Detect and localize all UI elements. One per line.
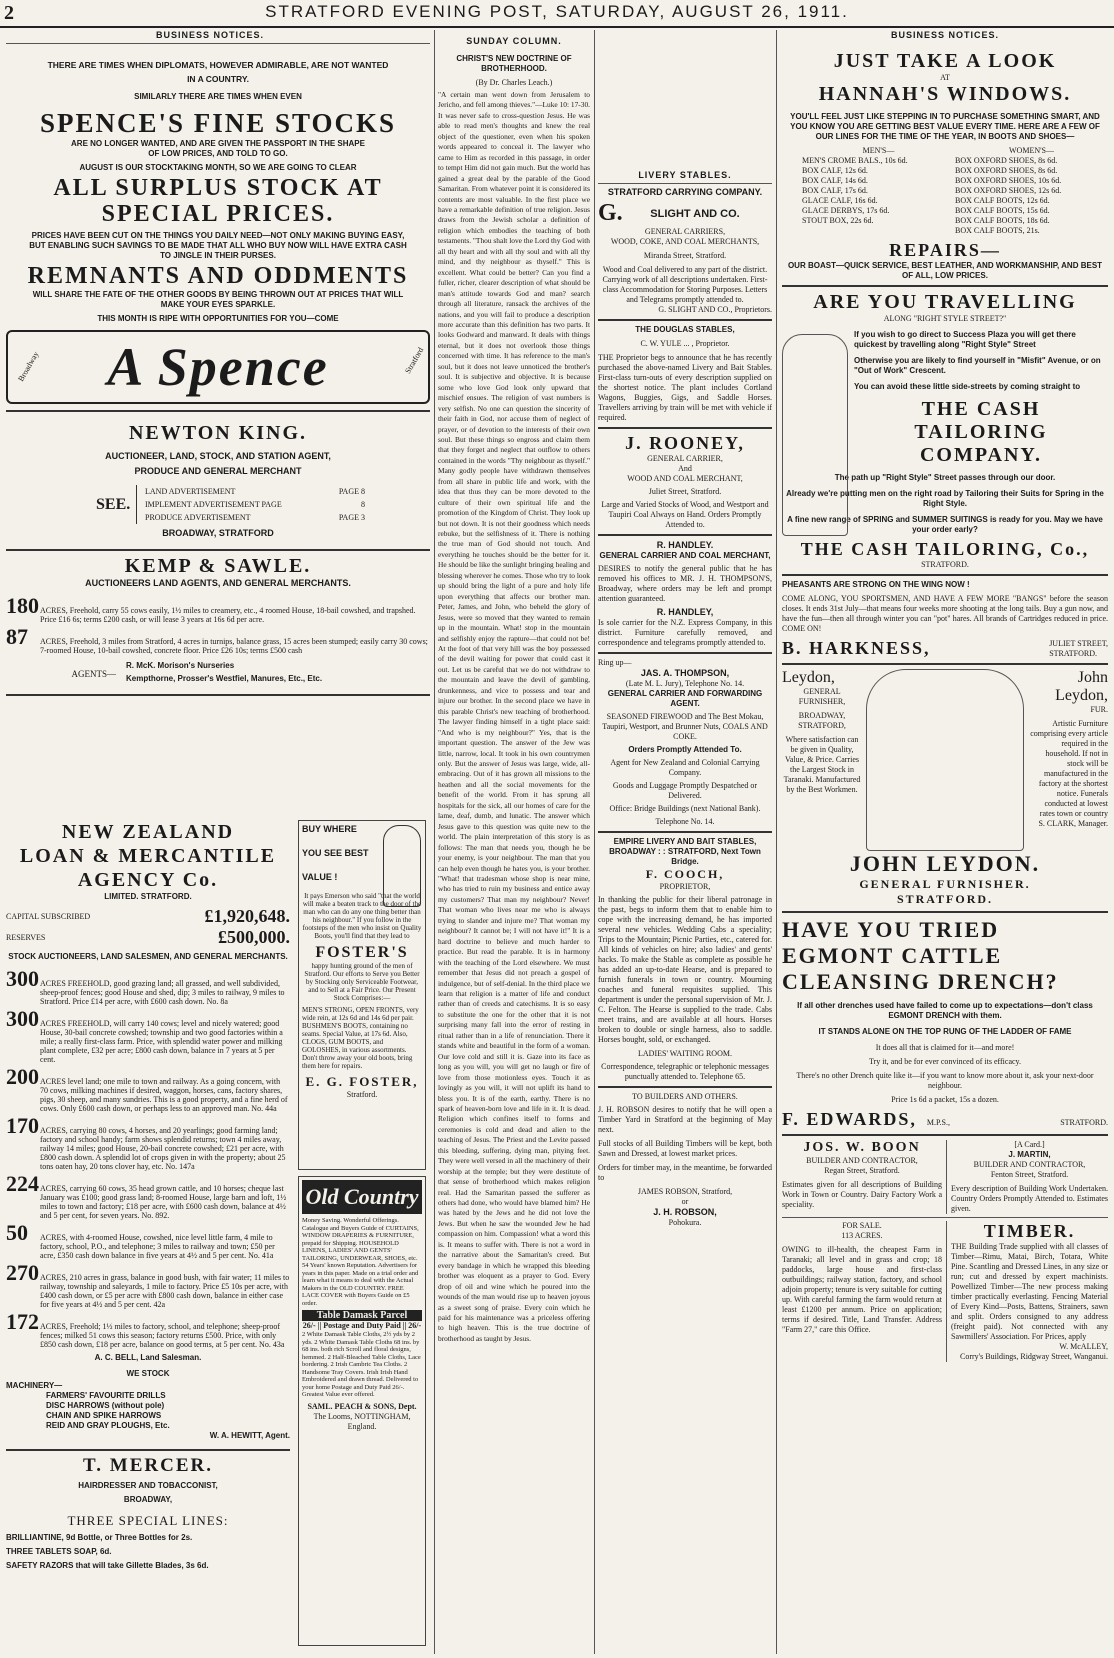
nz-item-acres: 300 xyxy=(6,1006,39,1031)
spence-headline-3: REMNANTS AND ODDMENTS xyxy=(27,263,409,289)
nz-loan-block: NEW ZEALAND LOAN & MERCANTILE AGENCY Co. LIMITED. STRATFORD. CAPITAL SUBSCRIBED £1,920,648. RESERVES £500,000. STOCK AUCTIONEERS, LAND SALESMEN, AND GENERAL MERCHANTS. 300 ACRES FREEHOLD, good grazing land; all grassed, and well subdivided, sheep-proof fences; good House and shed, dip; 3 miles to railway, 9 miles to Stratford. Price £14 per acre, with £600 cash down. No. 8a 300 ACRES FREEHOLD, will carry 140 cows; level and nicely watered; good House, 30-bail concrete cowshed; township and two good factories within a mile; a really first-class farm. Price, with splendid water power and milking plant complete, £32 per acre; £800 cash down, balance in 7 years at 5 per cent. 200 ACRES level land; one mile to town and railway. As a going concern, with 70 cows, milking machines if desired, waggon, horses, cans, factory shares, pigs, 30 sheep, and many sundries. This is a good property, and a fine herd of cows. Only £600 cash down, or perhaps less to an approved man. No. 44a 170 ACRES, carrying 80 cows, 4 horses, and 20 yearlings; good farming land; factory and school handy; farm shows splendid returns; town 4 miles away, railway 14 miles; good House, 20-bail concrete cowshed; £21 per acre, with £800 cash down. A splendid lot of crops given in with the property; about 25 tons oaten hay, 20 tons clover hay, etc. No. 147a 224 ACRES, carrying 60 cows, 35 head grown cattle, and 10 horses; cheque last January was £100; good grass land; 8-roomed House, large barn and loft, 1½ miles to town and factory; £18 per acre, with £600 cash down, balance at 4½ and 5 per cent, for seven years. No. 892. 50 ACRES, with 4-roomed House, cowshed, nice level little farm, 4 mile to factory, school, P.O., and telephone; 3 miles to railway and town; £50 per acre, £350 cash down balance in five years at 4½ and 5 per cent. No. 41a 270 ACRES, 210 acres in grass, balance in good bush, with fair water; 11 miles to railway, township and saleyards, 1 mile to factory. Price £5 10s per acre, with £400 cash down, or £5 per acre with £800 cash down, balance in either case for five years at 4½ and 5 per cent. 42a 172 ACRES, Freehold; 1½ miles to factory, school, and telephone; sheep-proof fences; milked 51 cows this season; factory returns £500. Price, with only £850 cash down, £18 per acre, balance on good terms, at 5 per cent. No. 43a A. C. BELL, Land Salesman. WE STOCK MACHINERY— FARMERS' FAVOURITE DRILLS DISC HARROWS (without pole) CHAIN AND SPIKE HARROWS REID AND GRAY PLOUGHS, Etc. W. A. HEWITT, Agent. T. MERCER. HAIRDRESSER AND TOBACCONIST, BROADWAY, THREE SPECIAL LINES: BRILLIANTINE, 9d Bottle, or Three Bottles for 2s. THREE TABLETS SOAP, 6d. SAFETY RAZORS that will take Gillette Blades, 3s 6d. xyxy=(6,821,290,1570)
womens-shoe-item: BOX OXFORD SHOES, 12s 6d. xyxy=(955,186,1062,195)
page-number: 2 xyxy=(4,2,14,24)
newton-row: PRODUCE ADVERTISEMENT PAGE 3 xyxy=(145,513,365,522)
womens-shoe-item: BOX CALF BOOTS, 15s 6d. xyxy=(955,206,1050,215)
newton-rows xyxy=(136,485,365,524)
nz-item-acres: 50 xyxy=(6,1220,28,1245)
sunday-body: "A certain man went down from Jerusalem to Jericho, and fell among thieves."—Luke 10: 17-30. It was never safe to cross-question Jesus. He was able to read men's thoughts and knew the real object of the questioner, even when his spoken words appeared to conceal it. The lawyer who came to Him as recorded in this passage, in order to tempt Him did not gain much. But the world has gained a great deal by the parable of the Good Samaritan. From whatever point it is considered its contents are most valuable. In the first place we have a remarkable definition of true religion. Jesus draws from the Jewish scholar a definition of religion which embodies the teaching of both testaments. "Thou shalt love the Lord thy God with all thy heart and with all thy soul and with all thy mind, and thy neighbour as thyself." This is excellent. What could be better? Can you find a fuller, richer, clearer description of what should be man's attitude towards God and man? search through all literature, ransack the archives of the nations, and you will fail to produce a description more accurate than this definition has two parts. It looks Godward and manward. It deals with things eternal, but it does not overlook those things concerned with time. It has reference to the man's soul, but it does not leave unnoticed the brother's soul. It is subjective and objective. It is because some who love God look only upward that mischief ensues. The religion of vast numbers is very selfish. No one can question the sincerity of their faith in God, nor accuse them of neglect of prayer, or of devotion to the interests of their own soul. But these things so engross and claim them that they forget and neglect that outflow to others contained in the words "Thy neighbour as thyself." Many godly people have withdrawn themselves from all share in public life and work, with the idea that thus they can be more devoted to the culture of their own spiritual life and the promotion of the Kingdom of Christ. They look up but not down. It is not their goodness which needs rebuke, but the selfishness of it. There is nothing the true man of God should not touch. And everything he touches should be the better for it. He should be like the sunlight bringing healing and blessing wherever he comes. Those who try to look up should bring the light of a pure and holy life upon everything that affects our brother man. Peter, James, and John, who beheld the glory of Jesus, were so moved that they wanted to remain up in the mountain. What! stop in the mountain and selfishly enjoy the rapture—that could not be! At the foot of that very hill was the boy possessed of the devil waiting for power that could cast it out. Let us be careful that we do not withdraw to the mountain and leave the devil of gambling, drunkenness, and vice to possess and tear and injure our brother. In the second place we have in this parable Christ's new teaching of brotherhood. The lawyer finding himself in a tight place said: "And who is my neighbour?" Yes, that is the important question. The answer of the Jew was little, narrow, local. It took in his own countrymen only. But the answer of Jesus was large, wide, all-embracing. Out of it has grown all missions to the heathen and all the social movements for the benefit of the world. From it has sprung all hospitals for the sick, all our homes of care for the lame, deaf, dumb, and lunatic. The answer which Jesus gave to this question was quite new to the world. The plain interpretation of this story is as follows: The man that needs you, though he be your enemy, is your neighbour. The man that you can help even though he hates you, is your brother. "What! that tradesman whose shop is near mine, who has tried to ruin my business and entice away my customers? That man my neighbour? Never! That woman who lives near me who is always trying to slander and injure me? That woman my neighbour? It cannot be; I will not have it!" It is a hard doctrine to believe and much harder to practice. But read the parable. It is in harmony with the teaching of the Lord elsewhere. We must remember that Jesus did not preach a gospel of indulgence, but of self-denial. In the third place we learn that religion is a matter of life and conduct rather than of creeds and catechisms. It is so easy to substitute the one for the other that it is not surprising many fall into the error of resting in ritual rather than in a life of renunciation. There it stands white and beautiful in the form of a woman. Our love cold and still it is. Gaze into its face as long as you will, you will get no laugh or fire of love from those motionless eyes. Touch it as lovingly as you will, it will not uplift its hand to bless you. It is of the earth, earthy. There is no spark of heaven-born love and life in it. It is dead. Religion which confines itself to forms and ceremonies is cold and dead and alien to the teaching of Jesus. The Priest and the Levite passed this bleeding, suffering, dying man, pitying feet. They were well versed in all the machinery of their worship at the temple; but they were destitute of that sense of brotherhood which makes religion real. Had the Samaritan passed the sufferer as others had done, who would have blamed him? He was hated by the Jews and he did not love the Jews. But when he saw the wounded Jew he had compassion on him. Compassion! what a word this is. It means to suffer with. There is not a word in the narrative about the Samaritan's creed. But every bandage in which he wrapped this bleeding brother was eloquent as a prayer to God. Every drop of oil and wine which he poured into the wounds of the man would rise up to heaven joyous as a sweet song of praise. Every coin which he paid for his maintenance was a priceless offering to high heaven. This is the true doctrine of brotherhood as taught by Jesus. xyxy=(438,90,590,1343)
spence-logo-left-scroll: Broadway xyxy=(16,350,41,383)
nz-item-text: ACRES, 210 acres in grass, balance in good bush, with fair water; 11 miles to railway, township and saleyards, 1 mile to factory. Price £5 10s per acre, with £400 cash down, or £5 per acre with £800 cash down, balance in either case for five years at 4½ and 5 per cent. 42a xyxy=(40,1273,290,1309)
newton-address: BROADWAY, STRATFORD xyxy=(162,528,274,538)
mens-shoe-item: BOX CALF, 17s 6d. xyxy=(802,186,868,195)
nz-item xyxy=(6,1309,290,1349)
spence-logo-text: A Spence xyxy=(107,337,329,397)
newton-sub1: AUCTIONEER, LAND, STOCK, AND STATION AGENT, xyxy=(105,451,331,461)
nz-item xyxy=(6,1006,290,1064)
newton-row: LAND ADVERTISEMENT PAGE 8 xyxy=(145,487,365,496)
nz-item-text: ACRES FREEHOLD, will carry 140 cows; level and nicely watered; good House, 30-bail concrete cowshed; township and two good factories within a mile; a really first-class farm. Price, with splendid water power and milking plant complete, £32 per acre; £800 cash down, balance in 7 years at 5 per cent. xyxy=(40,1019,283,1064)
nz-item xyxy=(6,1113,290,1171)
column-4: BUSINESS NOTICES. JUST TAKE A LOOK AT HANNAH'S WINDOWS. YOU'LL FEEL JUST LIKE STEPPING IN TO PURCHASE SOMETHING SMART, AND YOU KNOW YOU ARE GETTING BEST VALUE EVERY TIME. HERE ARE A FEW OF OUR LINES FOR THE TIME OF THE YEAR, IN BOOTS AND SHOES— MEN'S— MEN'S CROME BALS., 10s 6d. BOX CALF, 12s 6d. BOX CALF, 14s 6d. BOX CALF, 17s 6d. GLACE CALF, 16s 6d. GLACE DERBYS, 17s 6d. STOUT BOX, 22s 6d. WOMEN'S— BOX OXFORD SHOES, 8s 6d. BOX OXFORD SHOES, 8s 6d. BOX OXFORD SHOES, 10s 6d. BOX OXFORD SHOES, 12s 6d. BOX CALF BOOTS, 12s 6d. BOX CALF BOOTS, 15s 6d. BOX CALF BOOTS, 18s 6d. BOX CALF BOOTS, 21s. REPAIRS— OUR BOAST—QUICK SERVICE, BEST LEATHER, AND WORKMANSHIP, AND BEST OF ALL, LOW PRICES. ARE YOU TRAVELLING ALONG "RIGHT STYLE STREET?" If you wish to go direct to Success Plaza you will get there quickest by travelling along "Right Style" Street Otherwise you are likely to find yourself in "Misfit" Avenue, or on "Out of Work" Crescent. You can avoid these little side-streets by coming straight to THE CASH TAILORING COMPANY. The path up "Right Style" Street passes through our door. Already we're putting men on the right road by Tailoring their Suits for Spring in the Right Style. A fine new range of SPRING and SUMMER SUITINGS is ready for you. May we have your order early? THE CASH TAILORING, Co., STRATFORD. PHEASANTS ARE STRONG ON THE WING NOW ! COME ALONG, YOU SPORTSMEN, AND HAVE A FEW MORE "BANGS" before the season closes. It ends 31st July—that means four weeks more shooting at the long tails. Buy a gun now, and have the fun—then all through winter you can "pot" hares. All brands of Cartridges reduced in price. COME ON! B. HARKNESS, JULIET STREET, STRATFORD. Leydon, GENERAL FURNISHER, BROADWAY, STRATFORD, Where satisfaction can be given in Quality, Value, & Price. Carries the Largest Stock in Taranaki. Manufactured by the Best Workmen. John Leydon, FUR. Artistic Furniture comprising every article required in the household. If not in stock will be manufactured in the factory at the shortest notice. Funerals conducted at lowest rates town or country S. CLARK, Manager. JOHN LEYDON. GENERAL FURNISHER. STRATFORD. HAVE YOU TRIED EGMONT CATTLE CLEANSING DRENCH? If all other drenches used have failed to come up to expectations—don't class EGMONT DRENCH with them. IT STANDS ALONE ON THE TOP RUNG OF THE LADDER OF FAME It does all that is claimed for it—and more! Try it, and be for ever convinced of its efficacy. There's no other Drench quite like it—if you want to know more about it, ask your next-door neighbour. Price 1s 6d a packet, 15s a dozen. F. EDWARDS, M.P.S., STRATFORD. JOS. W. BOON BUILDER AND CONTRACTOR, Regan Street, Stratford. Estimates given for all descriptions of Building Work in Town or Country. Dairy Factory Work a speciality. [A Card.] J. MARTIN, BUILDER AND CONTRACTOR, Fenton Street, Stratford. Every description of Building Work Undertaken. Country Orders Promptly Attended to. Estimates given. FOR SALE. 113 ACRES. OWING to ill-health, the cheapest Farm in Taranaki; all level and in grass and crop; 18 paddocks, large house and first-class outbuildings; railway station, factory, and school adjoin property; tenure is very suitable for cutting up. With careful farming the farm would return at least £1200 per annum. Price on application; terms if desired. Title, Land Transfer. Address "Farm 27," care this Office. TIMBER. THE Building Trade supplied with all classes of Timber—Rimu, Matai, Birch, Totara, White Pine. Scantling and Dressed Lines, in any size or run; cut and dressed by expert machinists. Powellized Timber—The new process making timber practically everlasting. Fencing Material of Every Kind—Posts, Battens, Strainers, sawn and split. Orders consigned to any address (freight paid). Not connected with any Sawmillers' Association. For Prices, apply W. McALLEY, Corry's Buildings, Ridgway Street, Wanganui. xyxy=(782,30,1108,1361)
fosters-ad: BUY WHERE YOU SEE BEST VALUE ! It pays Emerson who said "that the world will make a beaten track to the door of the man who can do any one thing better than his neighbour." If you follow in the footsteps of the men who insist on Quality Boots, you'll find that they lead to FOSTER'S happy hunting ground of the men of Stratford. Our efforts to Serve you Better by Stocking only Serviceable Footwear, and to Sell at a Fair Price. Our Present Stock Comprises:— MEN'S STRONG, OPEN FRONTS, very wide rein, at 12s 6d and 14s 6d per pair. BUSHMEN'S BOOTS, containing no seams. Special Value, at 17s 6d. Also, CLOGS, GUM BOOTS, and GOLOSHES, in various assortments. Don't throw away your old boots, bring them here for repairs. E. G. FOSTER, Stratford. xyxy=(298,820,426,1170)
column-rule xyxy=(594,30,595,1654)
gentleman-figure-icon xyxy=(782,334,848,536)
mens-shoe-item: STOUT BOX, 22s 6d. xyxy=(802,216,874,225)
mens-shoe-item: BOX CALF, 14s 6d. xyxy=(802,176,868,185)
nz-capital: CAPITAL SUBSCRIBED £1,920,648. xyxy=(6,906,290,926)
column-rule xyxy=(776,30,777,1654)
column-rule xyxy=(434,30,435,1654)
nz-item-text: ACRES, carrying 60 cows, 35 head grown cattle, and 10 horses; cheque last January was £100; good grass land; 8-roomed House, large barn and loft, 1½ miles to town and factory; £18 per acre, with £600 cash down, balance at 4½ and 5 per cent, for seven years. No. 892. xyxy=(40,1184,287,1220)
nz-title-3: AGENCY Co. xyxy=(77,869,219,891)
nz-items xyxy=(6,966,290,1349)
nz-item-acres: 270 xyxy=(6,1260,39,1285)
nz-item-acres: 300 xyxy=(6,966,39,991)
nz-title-1: NEW ZEALAND xyxy=(61,821,235,843)
nz-item xyxy=(6,966,290,1006)
womens-shoe-item: BOX CALF BOOTS, 12s 6d. xyxy=(955,196,1050,205)
spence-intro1: THERE ARE TIMES WHEN DIPLOMATS, HOWEVER ADMIRABLE, ARE NOT WANTED IN A COUNTRY. xyxy=(47,60,389,84)
spence-intro7: THIS MONTH IS RIPE WITH OPPORTUNITIES FOR YOU—COME xyxy=(97,314,339,323)
nz-item-text: ACRES, with 4-roomed House, cowshed, nice level little farm, 4 mile to factory, school, P.O., and telephone; 3 miles to railway and town; £50 per acre, £350 cash down balance in five years at 4½ and 5 per cent. No. 41a xyxy=(40,1233,275,1260)
mens-shoe-item: MEN'S CROME BALS., 10s 6d. xyxy=(802,156,908,165)
nz-title-2: LOAN & MERCANTILE xyxy=(19,845,277,867)
womens-shoe-item: BOX CALF BOOTS, 21s. xyxy=(955,226,1040,235)
nz-item-text: ACRES, carrying 80 cows, 4 horses, and 20 yearlings; good farming land; factory and school handy; farm shows splendid returns; town 4 miles away, railway 14 miles; good House, 20-bail concrete cowshed; £21 per acre, with £800 cash down. A splendid lot of crops given in with the property; about 25 tons oaten hay, 20 tons clover hay, etc. No. 147a xyxy=(40,1126,286,1171)
spence-intro5: PRICES HAVE BEEN CUT ON THE THINGS YOU DAILY NEED—NOT ONLY MAKING BUYING EASY, BUT ENABLING SUCH SAVINGS TO BE MADE THAT ALL WHO BUY NOW WILL HAVE EXTRA CASH TO JINGLE IN THEIR PURSES. xyxy=(29,231,407,260)
kemp-sub: AUCTIONEERS LAND AGENTS, AND GENERAL MERCHANTS. xyxy=(85,578,351,588)
sunday-column: SUNDAY COLUMN. CHRIST'S NEW DOCTRINE OF BROTHERHOOD. (By Dr. Charles Leach.) "A certain man went down from Jerusalem to Jericho, and fell among thieves."—Luke 10: 17-30. It was never safe to cross-question Jesus. He was able to read men's thoughts and knew the real object of the questioner, even when his spoken words appeared to conceal it. The lawyer who came to Him as recorded in this passage, in order to tempt Him did not gain much. But the world has gained a great deal by the parable of the Good Samaritan. From whatever point it is considered its contents are most valuable. In the first place we have a remarkable definition of true religion. Jesus draws from the Jewish scholar a definition of religion which embodies the teaching of both testaments. "Thou shalt love the Lord thy God with all thy heart and with all thy soul and with all thy mind, and thy neighbour as thyself." This is excellent. What could be better? Can you find a fuller, richer, clearer description of what should be man's attitude towards God and man? search through all literature, ransack the archives of the nations, and you will fail to produce a description more accurate than this definition has two parts. It looks Godward and manward. It deals with things eternal, but it does not overlook those things concerned with time. It has reference to the man's soul, but it does not leave unnoticed the brother's soul. It is subjective and objective. It is because some who love God look only upward that mischief ensues. The religion of vast numbers is very selfish. No one can question the sincerity of their faith in God, nor accuse them of neglect of prayer, or of devotion to the interests of their own soul. But these things so engross and claim them that they forget and neglect that outflow to others contained in the words "Thy neighbour as thyself." Many godly people have withdrawn themselves from all share in public life and work, with the idea that thus they can be more devoted to the culture of their own spiritual life and the promotion of the Kingdom of Christ. They look up but not down. It is not their goodness which needs rebuke, but the selfishness of it. There is nothing the true man of God should not touch. And everything he touches should be the better for it. He should be like the sunlight bringing healing and blessing wherever he comes. Those who try to look up should bring the light of a pure and holy life upon everything that affects our brother man. Peter, James, and John, who beheld the glory of Jesus, were so moved that they wanted to remain up in the mountain. What! stop in the mountain and selfishly enjoy the rapture—that could not be! At the foot of that very hill was the boy possessed of the devil waiting for power that could cast it out. Let us be careful that we do not withdraw to the mountain and leave the devil of gambling, drunkenness, and vice to possess and tear and injure our brother. In the second place we have in this parable Christ's new teaching of brotherhood. The lawyer finding himself in a tight place said: "And who is my neighbour?" Yes, that is the important question. The answer of the Jew was little, narrow, local. It took in his own countrymen only. But the answer of Jesus was large, wide, all-embracing. Out of it has grown all missions to the heathen and all the social movements for the benefit of the world. From it has sprung all hospitals for the sick, all our homes of care for the lame, deaf, dumb, and lunatic. The answer which Jesus gave to this question was quite new to the world. The plain interpretation of this story is as follows: The man that needs you, though he be your enemy, is your neighbour. The man that you can help even though he hates you, is your brother. "What! that tradesman whose shop is near mine, who has tried to ruin my business and entice away my customers? That man my neighbour? Never! That woman who lives near me who is always trying to slander and injure me? That woman my neighbour? It cannot be; I will not have it!" It is a hard doctrine to believe and much harder to practice. But read the parable. It is in harmony with the teaching of the Lord elsewhere. We must remember that Jesus did not preach a gospel of indulgence, but of self-denial. In the third place we learn that religion is a matter of life and conduct rather than of creeds and catechisms. It is so easy to substitute the one for the other that it is not surprising many fall into the error of resting in ritual rather than in a life of renunciation. There it stands white and beautiful in the form of a woman. Our love cold and still it is. Gaze into its face as long as you will, you will get no laugh or fire of love from those motionless eyes. Touch it as lovingly as you will, it will not uplift its hand to bless you. It is of the earth, earthy. There is no spark of heaven-born love and life in it. It is dead. Religion which confines itself to forms and ceremonies is cold and dead and alien to the teaching of Jesus. The Priest and the Levite passed this bleeding, suffering, dying man, pitying feet. They were well versed in all the machinery of their worship at the temple; but they were destitute of that sense of brotherhood which makes religion real. Had the Samaritan passed the sufferer as others had done, who would have blamed him? He was hated by the Jews and he did not love the Jews. But when he saw the wounded Jew he had compassion on him. Compassion! what a word this is. It means to suffer with. There is not a word in the narrative about the Samaritan's creed. But every bandage in which he wrapped this bleeding brother was eloquent as a prayer to God. Every drop of oil and wine which he poured into the wounds of the man would rise up to heaven joyous as a sweet song of praise. Every coin which he paid for his maintenance was a priceless offering to high heaven. This is the true doctrine of brotherhood as taught by Jesus. xyxy=(438,36,590,1343)
kemp-title: KEMP & SAWLE. xyxy=(124,555,312,577)
newton-see: SEE. xyxy=(96,495,131,513)
newton-row: IMPLEMENT ADVERTISEMENT PAGE 8 xyxy=(145,500,365,509)
kemp-agents: AGENTS— R. McK. Morison's Nurseries Kempthorne, Prosser's Westfiel, Manures, Etc., Etc. xyxy=(71,661,323,683)
spence-intro4: AUGUST IS OUR STOCKTAKING MONTH, SO WE ARE GOING TO CLEAR xyxy=(79,163,357,172)
nz-item-text: ACRES, Freehold; 1½ miles to factory, school, and telephone; sheep-proof fences; milked 51 cows this season; factory returns £500. Price, with only £850 cash down, £18 per acre, balance on good terms, at 5 per cent. No. 43a xyxy=(40,1322,285,1349)
man-portrait-icon xyxy=(383,825,421,907)
machinery-list: FARMERS' FAVOURITE DRILLS DISC HARROWS (without pole) CHAIN AND SPIKE HARROWS REID AND GRAY PLOUGHS, Etc. xyxy=(46,1391,170,1430)
kemp-item: 87 ACRES, Freehold, 3 miles from Stratford, 4 acres in turnips, balance grass, 15 acres been stumped; easily carry 30 cows; 7-roomed House, 10-bail cowshed, concrete floor. Price £26 10s; terms £500 cash xyxy=(6,624,428,655)
nz-item-acres: 172 xyxy=(6,1309,39,1334)
newton-see-block xyxy=(96,485,430,524)
livery-column: LIVERY STABLES. STRATFORD CARRYING COMPANY. G. SLIGHT AND CO. GENERAL CARRIERS, WOOD, COKE, AND COAL MERCHANTS, Miranda Street, Stratford. Wood and Coal delivered to any part of the district. Carrying work of all descriptions undertaken. First-class Accommodation for Storing Purposes. Letters and Telegrams promptly attended to. G. SLIGHT AND CO., Proprietors. THE DOUGLAS STABLES, C. W. YULE ... , Proprietor. THE Proprietor begs to announce that he has recently purchased the above-named Livery and Bait Stables. First-class turn-outs of every description supplied on the shortest notice. The plant includes Cortland Wagons, Buggies, Gigs, and Saddle Horses. Travellers arriving by train will be met with vehicle if required. J. ROONEY, GENERAL CARRIER, And WOOD AND COAL MERCHANT, Juliet Street, Stratford. Large and Varied Stocks of Wood, and Westport and Taupiri Coal Always on Hand. Orders Promptly Attended to. R. HANDLEY. GENERAL CARRIER AND COAL MERCHANT, DESIRES to notify the general public that he has removed his offices to MR. J. H. THOMPSON'S, Broadway, where orders may be left and prompt attention guaranteed. R. HANDLEY, Is sole carrier for the N.Z. Express Company, in this district. Furniture carefully removed, and correspondence and telegrams promptly attended to. Ring up— JAS. A. THOMPSON, (Late M. L. Jury), Telephone No. 14. GENERAL CARRIER AND FORWARDING AGENT. SEASONED FIREWOOD and The Best Mokau, Taupiri, Westport, and Brunner Nuts, COALS AND COKE. Orders Promptly Attended To. Agent for New Zealand and Colonial Carrying Company. Goods and Luggage Promptly Despatched or Delivered. Office: Bridge Buildings (next National Bank). Telephone No. 14. EMPIRE LIVERY AND BAIT STABLES, BROADWAY : : STRATFORD, Next Town Bridge. F. COOCH, PROPRIETOR, In thanking the public for their liberal patronage in the past, begs to inform them that to enable him to cope with the increasing demand, he has imported several new vehicles. Wedding Cabs a speciality; Trips to the Mountain; Picnic Parties, etc., catered for. All kinds of vehicles on hire; also ladies' and gents' hacks. To make the Stable as complete as possible he has added an up-to-date Hearse, and is prepared to furnish funerals in town or country. Mourning coaches and funeral requisites supplied. This department is under the personal supervision of Mr. J. C. Felton. The Hearse is supplied to the trade. Cabs meet trains, and are available at all hours. Horses broken to double or single harness, also to saddle. Horses bought, sold, or exchanged. LADIES' WAITING ROOM. Correspondence, telegraphic or telephonic messages punctually attended to. Telephone 65. TO BUILDERS AND OTHERS. J. H. ROBSON desires to notify that he will open a Timber Yard in Stratford at the beginning of May next. Full stocks of all Building Timbers will be kept, both Sawn and Dressed, at lowest market prices. Orders for timber may, in the meantime, be forwarded to JAMES ROBSON, Stratford, or J. H. ROBSON, Pohokura. xyxy=(598,170,772,1227)
nz-item xyxy=(6,1064,290,1113)
newton-sub2: PRODUCE AND GENERAL MERCHANT xyxy=(134,466,302,476)
nz-item-text: ACRES FREEHOLD, good grazing land; all grassed, and well subdivided, sheep-proof fences; good House and shed, dip; 3 miles to railway, 9 miles to Stratford. Price £14 per acre, with £600 cash down. No. 8a xyxy=(40,979,285,1006)
nz-item-text: ACRES level land; one mile to town and railway. As a going concern, with 70 cows, milking machines if desired, waggon, horses, cans, factory shares, pigs, 30 sheep, and many sundries. This is a good property, and a fine herd of cows. Only £600 cash down, or perhaps less to an approved man. No. 44a xyxy=(40,1077,288,1113)
spence-intro6: WILL SHARE THE FATE OF THE OTHER GOODS BY BEING THROWN OUT AT PRICES THAT WILL MAKE YOUR EYES SPARKLE. xyxy=(32,290,404,309)
nz-item-acres: 200 xyxy=(6,1064,39,1089)
column-1 xyxy=(6,30,430,1654)
newton-title: NEWTON KING. xyxy=(128,422,308,444)
nz-item xyxy=(6,1171,290,1220)
nz-item xyxy=(6,1260,290,1309)
mens-shoe-item: GLACE CALF, 16s 6d. xyxy=(802,196,878,205)
spence-logo-right-scroll: Stratford xyxy=(402,345,425,376)
nz-item-acres: 224 xyxy=(6,1171,39,1196)
womens-shoe-item: BOX OXFORD SHOES, 8s 6d. xyxy=(955,156,1058,165)
nz-reserves: RESERVES £500,000. xyxy=(6,927,290,947)
kemp-item: 180 ACRES, Freehold, carry 55 cows easily, 1½ miles to creamery, etc., 4 roomed House, 18-bail cowshed, and trapshed. Price £16 6s; terms £200 cash, or will lease 3 years at 16s 6d per acre. xyxy=(6,593,416,624)
spence-headline-2: ALL SURPLUS STOCK AT SPECIAL PRICES. xyxy=(53,175,383,227)
portrait-icon xyxy=(866,669,1024,851)
womens-shoe-item: BOX CALF BOOTS, 18s 6d. xyxy=(955,216,1050,225)
spence-intro2: SIMILARLY THERE ARE TIMES WHEN EVEN xyxy=(134,92,302,101)
nz-item-acres: 170 xyxy=(6,1113,39,1138)
mens-shoe-item: GLACE DERBYS, 17s 6d. xyxy=(802,206,890,215)
womens-shoe-item: BOX OXFORD SHOES, 8s 6d. xyxy=(955,166,1058,175)
section-header: BUSINESS NOTICES. xyxy=(156,30,265,40)
old-country-ad: Old Country Money Saving. Wonderful Offerings. Catalogue and Buyers Guide of CURTAINS, WINDOW DRAPERIES & FURNITURE, prepaid for Shipping. HOUSEHOLD LINENS, LADIES' AND GENTS' TAILORING, UNDERWEAR, SHOES, etc. 54 Years' known Reputation. Advertisers for years in this paper. Made on a trial order and learn what it means to deal with the Actual Makers in the OLD COUNTRY. FREE LACE COVER with Buyers Guide on £5 order. Table Damask Parcel 26/- || Postage and Duty Paid || 26/- 2 White Damask Table Cloths, 2½ yds by 2 yds. 2 White Damask Table Cloths 68 ins. by 68 ins. both rich Scroll and floral designs, hemmed. 2 Half-Bleached Table Cloths, Lace bordering. 2 Irish Cambric Tea Cloths. 2 Handsome Tray Covers. Irish Irish Hand Embroidered and drawn thread. Delivered to your home Postage and Duty Paid 26/-. Greatest Value ever offered. SAML. PEACH & SONS, Dept. The Looms, NOTTINGHAM, England. xyxy=(298,1176,426,1646)
spence-intro3: ARE NO LONGER WANTED, AND ARE GIVEN THE PASSPORT IN THE SHAPE OF LOW PRICES, AND TOLD TO GO. xyxy=(71,139,365,158)
masthead-title: STRATFORD EVENING POST, SATURDAY, AUGUST 26, 1911. xyxy=(265,2,849,21)
spence-logo xyxy=(6,330,430,404)
mens-shoe-item: BOX CALF, 12s 6d. xyxy=(802,166,868,175)
masthead xyxy=(0,0,1114,28)
spence-headline-1: SPENCE'S FINE STOCKS xyxy=(39,108,397,138)
nz-item xyxy=(6,1220,290,1260)
mercer-title: T. MERCER. xyxy=(83,1455,213,1476)
womens-shoe-item: BOX OXFORD SHOES, 10s 6d. xyxy=(955,176,1062,185)
